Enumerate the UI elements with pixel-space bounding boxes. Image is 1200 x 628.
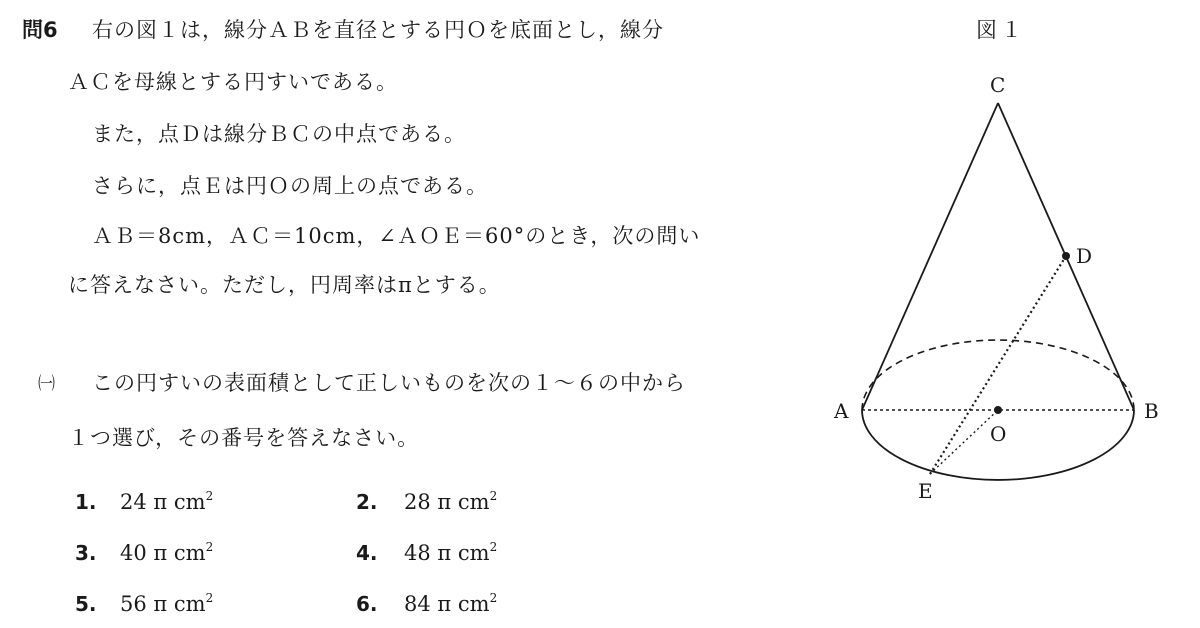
sub-question-line-2: １つ選び，その番号を答えなさい。 <box>68 426 420 450</box>
label-C: C <box>990 73 1006 97</box>
label-A: A <box>834 399 849 423</box>
choice-3-value: 40 π $cm^2$ <box>120 540 214 565</box>
label-D: D <box>1076 244 1093 268</box>
choice-1-number: 1. <box>75 490 97 514</box>
edge-AC <box>862 103 998 410</box>
choice-4-value: 48 π $cm^2$ <box>404 540 498 565</box>
base-back-arc <box>862 340 1134 410</box>
label-B: B <box>1144 399 1159 423</box>
label-O: O <box>990 422 1007 446</box>
question-line-4: さらに，点Ｅは円Ｏの周上の点である。 <box>92 174 488 198</box>
figure-title: 図１ <box>976 18 1026 42</box>
question-line-1: 右の図１は，線分ＡＢを直径とする円Ｏを底面とし，線分 <box>92 18 664 42</box>
question-line-6: に答えなさい。ただし，円周率はπとする。 <box>68 273 501 297</box>
question-line-2: ＡＣを母線とする円すいである。 <box>68 70 398 94</box>
choice-6-number: 6. <box>356 592 378 616</box>
choice-5-number: 5. <box>75 592 97 616</box>
choice-5-value: 56 π $cm^2$ <box>120 591 214 616</box>
choice-3-number: 3. <box>75 541 97 565</box>
segment-EO <box>930 410 998 474</box>
choice-6-value: 84 π $cm^2$ <box>404 591 498 616</box>
choice-4-number: 4. <box>356 541 378 565</box>
question-line-3: また，点Ｄは線分ＢＣの中点である。 <box>92 122 466 146</box>
choice-2-number: 2. <box>356 490 378 514</box>
question-number: 問6 <box>22 18 58 42</box>
label-E: E <box>918 479 933 503</box>
sub-question-mark: ㈠ <box>38 374 55 394</box>
question-line-5: ＡＢ＝8cm，ＡＣ＝10cm，∠ＡＯＥ＝60°のとき，次の問い <box>92 224 701 248</box>
sub-question-line-1: この円すいの表面積として正しいものを次の１～６の中から <box>92 371 686 395</box>
point-O-dot <box>994 406 1002 414</box>
choice-1-value: 24 π $cm^2$ <box>120 489 214 514</box>
choice-2-value: 28 π $cm^2$ <box>404 489 498 514</box>
point-D-dot <box>1062 252 1070 260</box>
